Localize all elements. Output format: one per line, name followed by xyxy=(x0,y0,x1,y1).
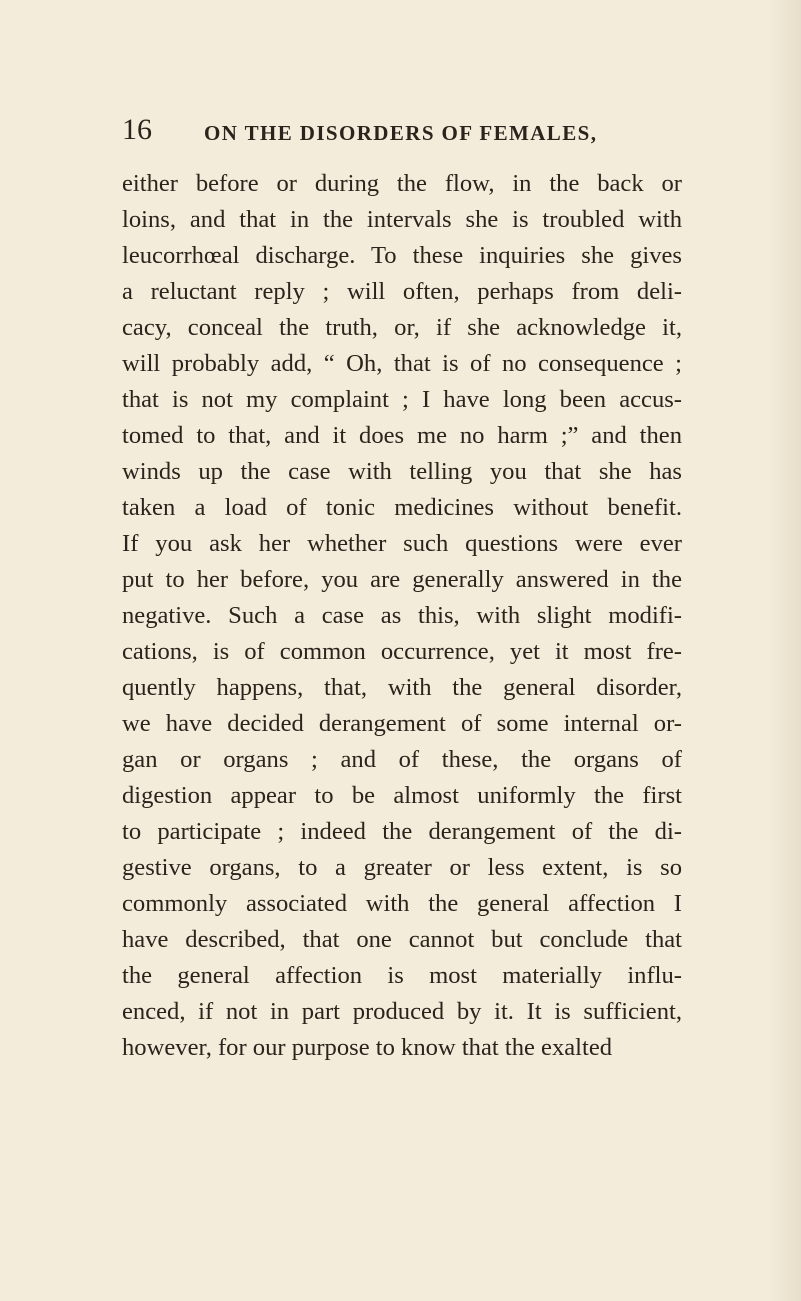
text-line: commonly associated with the general affection I xyxy=(122,890,682,917)
page-number: 16 xyxy=(122,113,152,146)
text-line: the general affection is most materially influ- xyxy=(122,962,682,989)
text-line: loins, and that in the intervals she is troubled with xyxy=(122,206,682,233)
text-line: to participate ; indeed the derangement of the di- xyxy=(122,818,682,845)
text-line: gan or organs ; and of these, the organs of xyxy=(122,746,682,773)
text-line: have described, that one cannot but conclude that xyxy=(122,926,682,953)
body-text xyxy=(122,166,682,1066)
text-line: tomed to that, and it does me no harm ;” and then xyxy=(122,422,682,449)
text-line: that is not my complaint ; I have long been accus- xyxy=(122,386,682,413)
text-line: taken a load of tonic medicines without benefit. xyxy=(122,494,682,521)
text-line: however, for our purpose to know that the exalted xyxy=(122,1034,613,1061)
text-line: quently happens, that, with the general disorder, xyxy=(122,674,682,701)
text-line: cacy, conceal the truth, or, if she acknowledge it, xyxy=(122,314,682,341)
text-line: will probably add, “ Oh, that is of no consequence ; xyxy=(122,350,682,377)
text-line: put to her before, you are generally answered in the xyxy=(122,566,682,593)
text-line: a reluctant reply ; will often, perhaps from deli- xyxy=(122,278,682,305)
running-head xyxy=(122,112,682,152)
text-line: If you ask her whether such questions were ever xyxy=(122,530,682,557)
text-line: gestive organs, to a greater or less extent, is so xyxy=(122,854,682,881)
text-line: winds up the case with telling you that she has xyxy=(122,458,682,485)
text-line: negative. Such a case as this, with slight modifi- xyxy=(122,602,682,629)
text-line: digestion appear to be almost uniformly the first xyxy=(122,782,682,809)
running-title: ON THE DISORDERS OF FEMALES, xyxy=(204,121,598,145)
text-line: we have decided derangement of some internal or- xyxy=(122,710,682,737)
text-line: leucorrhœal discharge. To these inquiries she gives xyxy=(122,242,682,269)
text-line: enced, if not in part produced by it. It is sufficient, xyxy=(122,998,682,1025)
text-line: either before or during the flow, in the back or xyxy=(122,170,682,197)
text-line: cations, is of common occurrence, yet it most fre- xyxy=(122,638,682,665)
